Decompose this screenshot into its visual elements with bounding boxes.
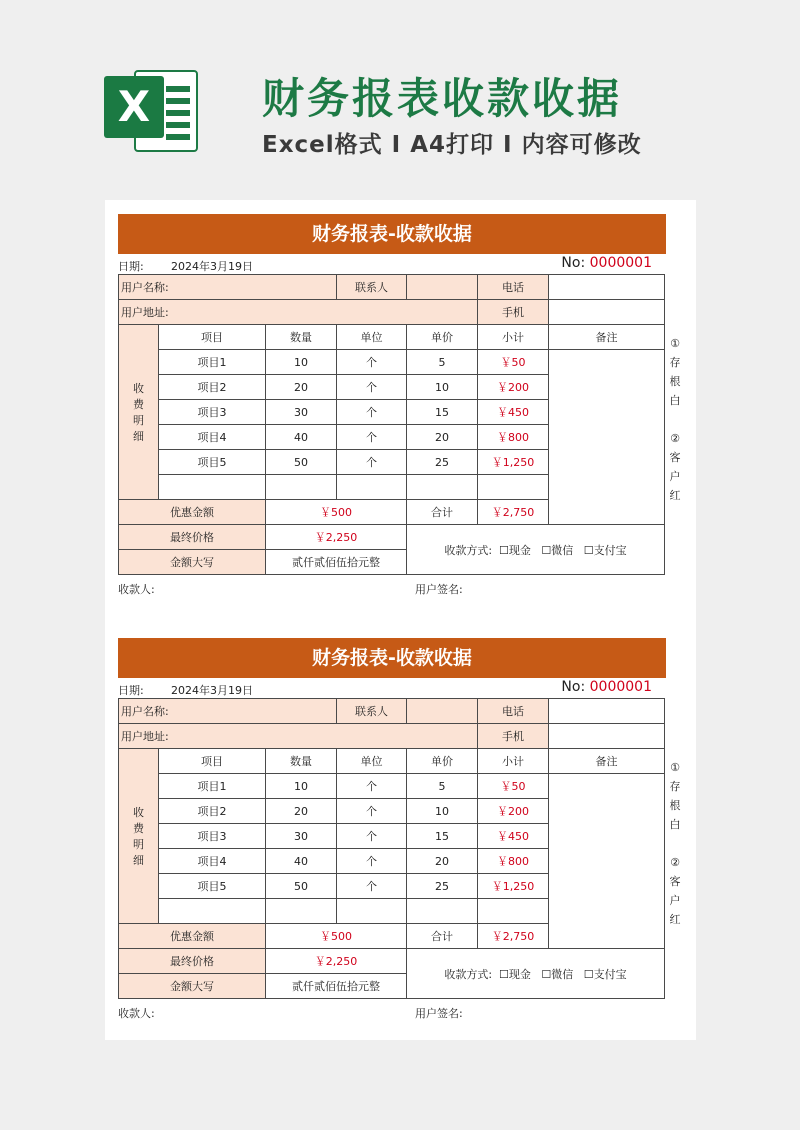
item-subtotal: ￥200 [478, 375, 549, 400]
item-price[interactable]: 5 [407, 350, 478, 375]
mobile-label: 手机 [478, 300, 549, 325]
column-header: 数量 [266, 325, 337, 350]
payment-method: 收款方式: ☐现金 ☐微信 ☐支付宝 [407, 949, 665, 999]
item-unit[interactable]: 个 [337, 874, 407, 899]
item-qty[interactable]: 10 [266, 350, 337, 375]
item-subtotal: ￥1,250 [478, 874, 549, 899]
page-header [0, 0, 800, 200]
address-label: 用户地址: [119, 300, 478, 325]
column-header: 小计 [478, 325, 549, 350]
item-qty[interactable]: 40 [266, 849, 337, 874]
mobile-label: 手机 [478, 724, 549, 749]
section-label: 收 费 明 细 [119, 325, 159, 500]
column-header: 小计 [478, 749, 549, 774]
item-price[interactable]: 10 [407, 799, 478, 824]
item-unit[interactable]: 个 [337, 375, 407, 400]
customer-row [119, 699, 665, 724]
item-subtotal: ￥800 [478, 849, 549, 874]
item-name[interactable]: 项目3 [159, 824, 266, 849]
mobile-value[interactable] [549, 724, 665, 749]
receipt-number [561, 255, 652, 271]
item-name[interactable]: 项目5 [159, 874, 266, 899]
address-row [119, 300, 665, 325]
item-qty[interactable]: 10 [266, 774, 337, 799]
date-value[interactable]: 2024年3月19日 [171, 260, 253, 273]
date-value[interactable]: 2024年3月19日 [171, 684, 253, 697]
column-header: 备注 [549, 325, 665, 350]
amount-words-value: 贰仟贰佰伍拾元整 [266, 550, 407, 575]
contact-label: 联系人 [337, 699, 407, 724]
remarks-cell[interactable] [549, 350, 665, 525]
item-name[interactable]: 项目3 [159, 400, 266, 425]
no-value[interactable]: 0000001 [589, 679, 652, 695]
payment-method: 收款方式: ☐现金 ☐微信 ☐支付宝 [407, 525, 665, 575]
item-unit[interactable]: 个 [337, 824, 407, 849]
item-unit[interactable]: 个 [337, 450, 407, 475]
total-value: ￥2,750 [478, 500, 549, 525]
item-price[interactable]: 25 [407, 450, 478, 475]
no-label: No: [561, 679, 586, 695]
date-line [118, 678, 666, 698]
item-subtotal: ￥1,250 [478, 450, 549, 475]
phone-value[interactable] [549, 699, 665, 724]
amount-words-label: 金额大写 [119, 974, 266, 999]
item-price[interactable]: 15 [407, 824, 478, 849]
final-price-label: 最终价格 [119, 525, 266, 550]
receipt-title: 财务报表-收款收据 [118, 638, 666, 678]
item-name[interactable]: 项目1 [159, 350, 266, 375]
receipt-customer [118, 638, 681, 1021]
page-subtitle: Excel格式 I A4打印 I 内容可修改 [262, 132, 642, 158]
contact-value[interactable] [407, 699, 478, 724]
item-unit[interactable]: 个 [337, 425, 407, 450]
final-price-value: ￥2,250 [266, 949, 407, 974]
item-qty[interactable]: 20 [266, 375, 337, 400]
total-label: 合计 [407, 924, 478, 949]
column-header: 单位 [337, 749, 407, 774]
item-price[interactable]: 20 [407, 425, 478, 450]
customer-sign-label: 用户签名: [415, 1007, 463, 1020]
item-subtotal: ￥200 [478, 799, 549, 824]
column-header: 数量 [266, 749, 337, 774]
payee-label: 收款人: [118, 583, 155, 596]
payment-option-cash[interactable]: ☐现金 [499, 543, 531, 557]
item-subtotal: ￥450 [478, 824, 549, 849]
payment-option-alipay[interactable]: ☐支付宝 [583, 967, 627, 981]
column-header: 单价 [407, 325, 478, 350]
final-price-row [119, 525, 665, 550]
section-label: 收 费 明 细 [119, 749, 159, 924]
date-label: 日期: [118, 684, 144, 697]
customer-sign-label: 用户签名: [415, 583, 463, 596]
column-header: 单价 [407, 749, 478, 774]
column-header: 项目 [159, 325, 266, 350]
item-qty[interactable]: 20 [266, 799, 337, 824]
address-row [119, 724, 665, 749]
mobile-value[interactable] [549, 300, 665, 325]
item-unit[interactable]: 个 [337, 849, 407, 874]
item-name[interactable]: 项目1 [159, 774, 266, 799]
signature-line [118, 575, 666, 597]
payment-option-wechat[interactable]: ☐微信 [541, 543, 574, 557]
total-value: ￥2,750 [478, 924, 549, 949]
customer-name-label: 用户名称: [119, 699, 337, 724]
page-title: 财务报表收款收据 [262, 74, 623, 123]
discount-value[interactable]: ￥500 [266, 924, 407, 949]
date-label: 日期: [118, 260, 144, 273]
item-qty[interactable]: 50 [266, 874, 337, 899]
total-label: 合计 [407, 500, 478, 525]
phone-label: 电话 [478, 275, 549, 300]
final-price-row [119, 949, 665, 974]
amount-words-value: 贰仟贰佰伍拾元整 [266, 974, 407, 999]
side-note: ① 存 根 白 ② 客 户 红 [669, 337, 681, 502]
receipt-table [118, 274, 665, 575]
signature-line [118, 999, 666, 1021]
receipt-number [561, 679, 652, 695]
final-price-label: 最终价格 [119, 949, 266, 974]
phone-value[interactable] [549, 275, 665, 300]
item-unit[interactable]: 个 [337, 400, 407, 425]
item-name[interactable]: 项目5 [159, 450, 266, 475]
phone-label: 电话 [478, 699, 549, 724]
logo-letter: X [104, 76, 164, 138]
item-qty[interactable]: 40 [266, 425, 337, 450]
customer-name-label: 用户名称: [119, 275, 337, 300]
excel-logo-icon [104, 66, 198, 156]
no-value[interactable]: 0000001 [589, 255, 652, 271]
item-name[interactable]: 项目4 [159, 425, 266, 450]
table-row [119, 774, 665, 799]
date-line [118, 254, 666, 274]
item-name[interactable]: 项目2 [159, 375, 266, 400]
item-name[interactable]: 项目2 [159, 799, 266, 824]
item-name[interactable]: 项目4 [159, 849, 266, 874]
item-qty[interactable]: 30 [266, 400, 337, 425]
item-price[interactable]: 15 [407, 400, 478, 425]
payment-option-wechat[interactable]: ☐微信 [541, 967, 574, 981]
item-price[interactable]: 5 [407, 774, 478, 799]
no-label: No: [561, 255, 586, 271]
paper-sheet [105, 200, 696, 1040]
column-header: 单位 [337, 325, 407, 350]
item-price[interactable]: 20 [407, 849, 478, 874]
discount-value[interactable]: ￥500 [266, 500, 407, 525]
discount-label: 优惠金额 [119, 924, 266, 949]
payee-label: 收款人: [118, 1007, 155, 1020]
payment-option-cash[interactable]: ☐现金 [499, 967, 531, 981]
remarks-cell[interactable] [549, 774, 665, 949]
table-row [119, 350, 665, 375]
receipt-title: 财务报表-收款收据 [118, 214, 666, 254]
item-subtotal: ￥50 [478, 774, 549, 799]
item-unit[interactable]: 个 [337, 774, 407, 799]
item-unit[interactable]: 个 [337, 350, 407, 375]
address-label: 用户地址: [119, 724, 478, 749]
receipt-table [118, 698, 665, 999]
customer-row [119, 275, 665, 300]
contact-value[interactable] [407, 275, 478, 300]
column-header: 项目 [159, 749, 266, 774]
item-qty[interactable]: 50 [266, 450, 337, 475]
item-price[interactable]: 10 [407, 375, 478, 400]
contact-label: 联系人 [337, 275, 407, 300]
item-unit[interactable]: 个 [337, 799, 407, 824]
column-header: 备注 [549, 749, 665, 774]
discount-label: 优惠金额 [119, 500, 266, 525]
item-price[interactable]: 25 [407, 874, 478, 899]
final-price-value: ￥2,250 [266, 525, 407, 550]
item-subtotal: ￥450 [478, 400, 549, 425]
payment-option-alipay[interactable]: ☐支付宝 [583, 543, 627, 557]
amount-words-label: 金额大写 [119, 550, 266, 575]
side-note: ① 存 根 白 ② 客 户 红 [669, 761, 681, 926]
item-qty[interactable]: 30 [266, 824, 337, 849]
item-subtotal: ￥800 [478, 425, 549, 450]
item-subtotal: ￥50 [478, 350, 549, 375]
column-header-row [119, 749, 665, 774]
receipt-stub [118, 214, 681, 597]
column-header-row [119, 325, 665, 350]
